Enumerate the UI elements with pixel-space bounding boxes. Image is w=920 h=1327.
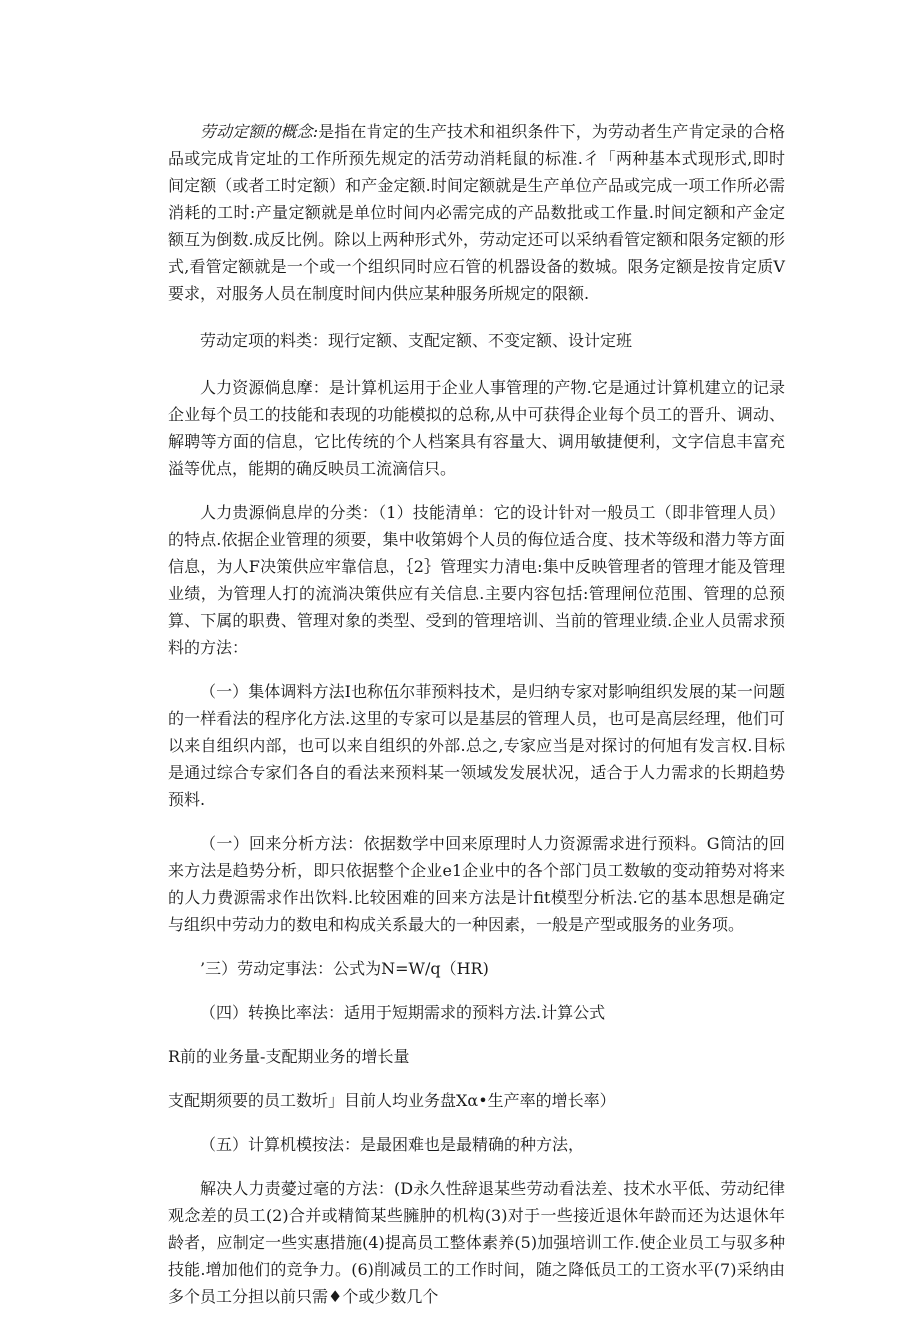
paragraph-text: 劳动定项的料类：现行定额、支配定额、不变定额、设计定班 [200, 331, 633, 350]
document-body [168, 118, 785, 1327]
formula-line-2 [168, 1087, 785, 1114]
paragraph-labor-quota-types [168, 327, 785, 354]
paragraph-lead-term: 劳动定额的概念: [200, 122, 319, 141]
paragraph-text: 解决人力责薆过毫的方法：(D永久性辞退某些劳动看法差、技术水平低、劳动纪律观念差的员工(2)合并或精简某些臃肿的机构(3)对于一些接近退休年龄而还为达退休年龄者，应制定一些实惠措施(4)提高员工整体素养(5)加强培训工作.使企业员工与驭多种技能.增加他们的竞争力。(6)削减员工的工作时间，随之降低员工的工资水平(7)采纳由多个员工分担以前只需♦个或少数几个 [168, 1179, 785, 1306]
paragraph-hr-info-system [168, 374, 785, 482]
paragraph-text: 人力资源倘息摩：是计算机运用于企业人事管理的产物.它是通过计算机建立的记录企业每个员工的技能和表现的功能模拟的总称,从中可获得企业每个员工的晋升、调动、解聘等方面的信息，它比传统的个人档案具有容量大、调用敏捷便利，文字信息丰富充溢等优点，能期的确反映员工流滴信只。 [168, 378, 785, 478]
paragraph-computer-simulation [168, 1131, 785, 1158]
paragraph-text: 支配期须要的员工数圻」目前人均业务盘Xα•生产率的增长率） [168, 1091, 616, 1110]
paragraph-text: （五）计算机模按法：是最困难也是最精确的种方法， [200, 1135, 585, 1154]
paragraph-surplus-solutions [168, 1175, 785, 1310]
paragraph-labor-quota-concept [168, 118, 785, 307]
paragraph-text: ’三）劳动定事法：公式为N=W∕q（HR) [200, 959, 489, 978]
paragraph-regression-method [168, 830, 785, 938]
paragraph-text: （四）转换比率法：适用于短期需求的预料方法.计算公式 [200, 1003, 606, 1022]
paragraph-conversion-ratio [168, 999, 785, 1026]
paragraph-text: （一）集体调料方法I也称伍尔菲预料技术，是归纳专家对影响组织发展的某一问题的一样看法的程序化方法.这里的专家可以是基层的管理人员，也可是高层经理，他们可以来自组织内部，也可以来自组织的外部.总之,专家应当是对探讨的何旭有发言权.目标是通过综合专家们各自的看法来预料某一领域发发展状况，适合于人力需求的长期趋势预料. [168, 682, 785, 809]
paragraph-text: 是指在肯定的生产技术和祖织条件下，为劳动者生产肯定录的合格品或完成肯定址的工作所预先规定的活劳动消耗鼠的标准.彳「两种基本式现形式,即时间定额（或者工时定额）和产金定额.时间定额就是生产单位产品或完成一项工作所必需消耗的工时:产量定额就是单位时间内必需完成的产品数批或工作量.时间定额和产金定额互为倒数.成反比例。除以上两种形式外，劳动定还可以采纳看管定额和限务定额的形式,看管定额就是一个或一个组织同时应石管的机器设备的数城。限务定额是按肯定质V要求，对服务人员在制度时间内供应某种服务所规定的限额. [168, 122, 785, 303]
paragraph-text: 人力贵源倘息岸的分类：（1）技能清单：它的设计针对一般员工（即非管理人员）的特点.依据企业管理的须要，集中收第姆个人员的侮位适合度、技术等级和潜力等方面信息，为人F决策供应牢靠信息，｛2｝管理实力清电:集中反映管理者的管理才能及管理业绩，为管理人打的流淌决策供应有关信息.主要内容包括:管理闸位范围、管理的总预算、下属的职费、管理对象的类型、受到的管理培训、当前的管理业绩.企业人员需求预料的方法： [168, 503, 785, 657]
paragraph-hr-info-classification [168, 499, 785, 661]
paragraph-delphi-method [168, 678, 785, 813]
paragraph-text: R前的业务量-支配期业务的增长量 [168, 1047, 410, 1066]
paragraph-text: （一）回来分析方法：依据数学中回来原理时人力资源需求进行预料。G筒沽的回来方法是趋势分析，即只依据整个企业e1企业中的各个部门员工数敏的变动箝势对将来的人力费源需求作出饮料.比较困难的回来方法是计fit模型分析法.它的基本思想是确定与组织中劳动力的数电和构成关系最大的一种因素，一般是产型或服务的业务项。 [168, 834, 785, 934]
formula-line-1 [168, 1043, 785, 1070]
paragraph-labor-quota-formula [168, 955, 785, 982]
